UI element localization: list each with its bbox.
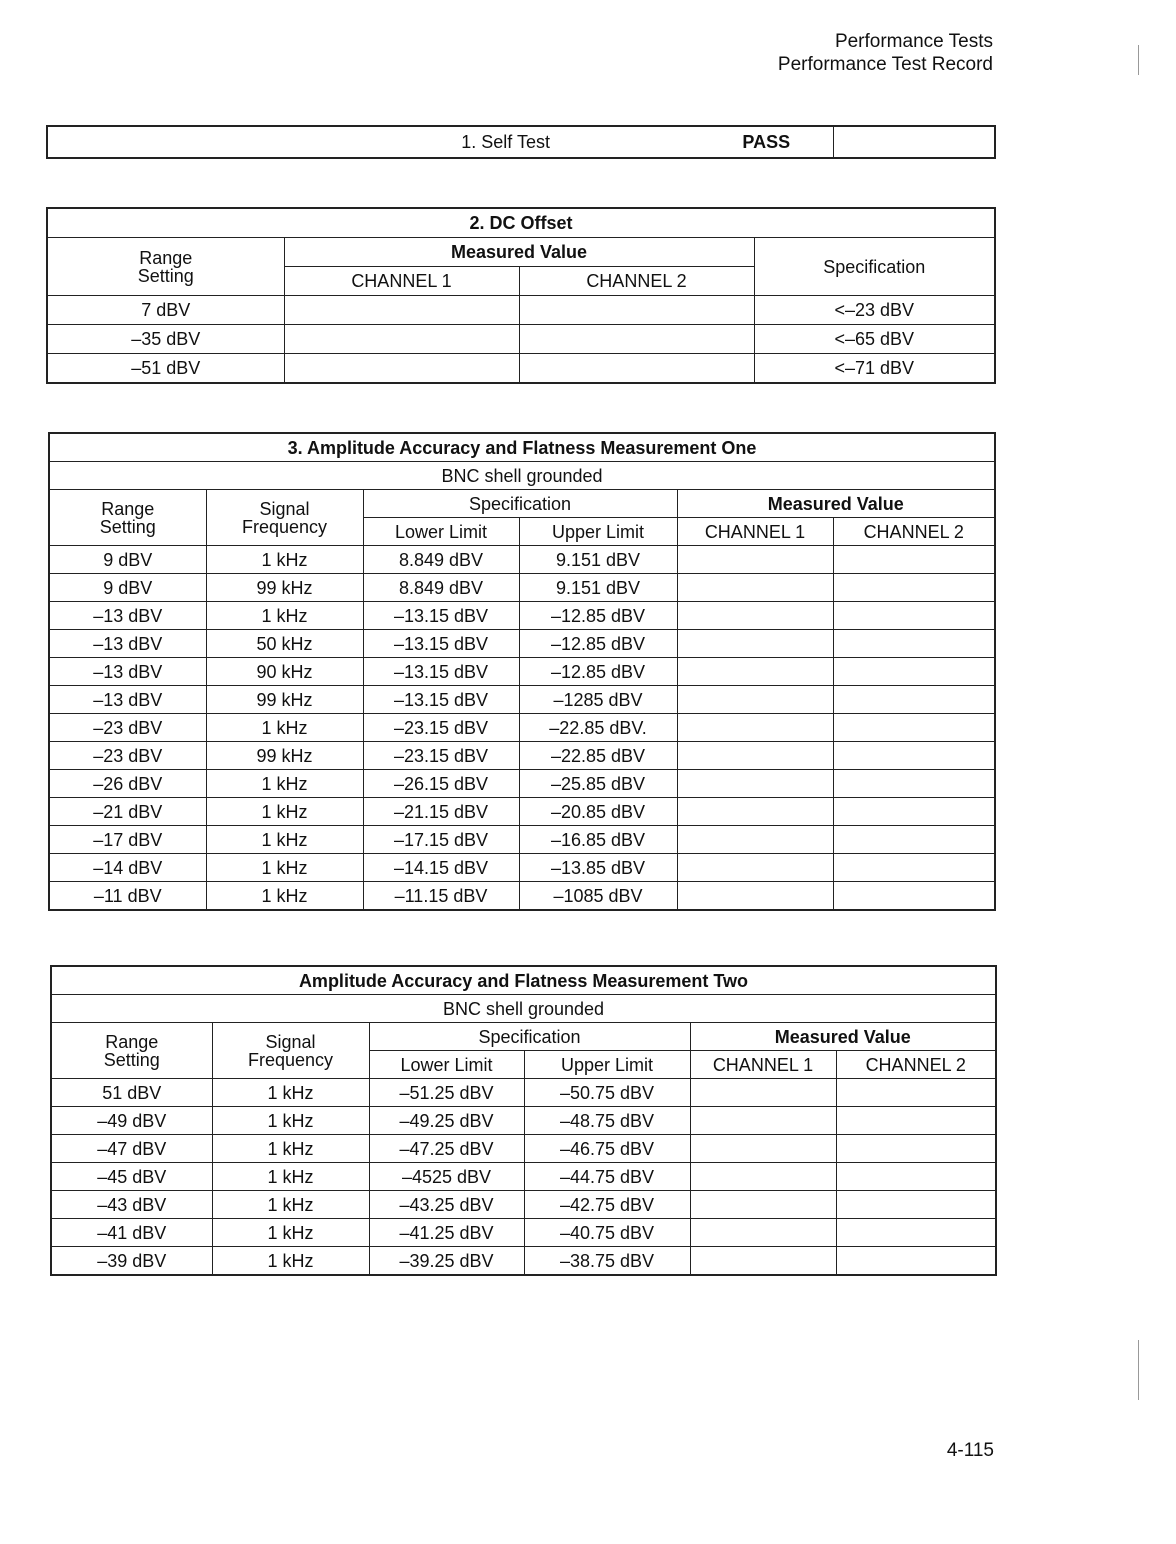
header-section-title: Performance Tests xyxy=(834,31,993,52)
table-row xyxy=(49,826,995,854)
table-row xyxy=(47,354,995,384)
dc-offset-title: 2. DC Offset xyxy=(47,208,995,238)
table-row xyxy=(49,602,995,630)
self-test-table xyxy=(46,125,996,159)
amplitude-two-measured-header: Measured Value xyxy=(690,1023,996,1051)
self-test-result-cell[interactable] xyxy=(833,126,995,158)
channel-2-entry-cell[interactable] xyxy=(833,686,995,714)
channel-1-entry-cell[interactable] xyxy=(677,714,833,742)
range-setting-cell: –14 dBV xyxy=(49,854,206,882)
channel-1-entry-cell[interactable] xyxy=(690,1219,836,1247)
channel-1-entry-cell[interactable] xyxy=(284,325,519,354)
lower-limit-cell: –43.25 dBV xyxy=(369,1191,524,1219)
table-row xyxy=(49,686,995,714)
scan-edge-mark xyxy=(1138,1340,1139,1400)
table-row xyxy=(49,742,995,770)
table-row xyxy=(47,296,995,325)
page-number: 4-115 xyxy=(946,1440,994,1461)
table-row xyxy=(49,798,995,826)
table-row xyxy=(51,1219,996,1247)
upper-limit-cell: –20.85 dBV xyxy=(519,798,677,826)
table-row xyxy=(49,770,995,798)
lower-limit-cell: –13.15 dBV xyxy=(363,658,519,686)
page-header xyxy=(778,30,993,76)
upper-limit-cell: –13.85 dBV xyxy=(519,854,677,882)
upper-limit-cell: –12.85 dBV xyxy=(519,602,677,630)
amplitude-one-freq-header: Signal Frequency xyxy=(206,490,363,546)
range-setting-cell: 7 dBV xyxy=(47,296,284,325)
lower-limit-cell: –23.15 dBV xyxy=(363,714,519,742)
dc-offset-range-header: Range Setting xyxy=(47,238,284,296)
upper-limit-cell: –1285 dBV xyxy=(519,686,677,714)
dc-offset-table xyxy=(46,207,996,384)
amplitude-one-subtitle: BNC shell grounded xyxy=(49,462,995,490)
signal-frequency-cell: 1 kHz xyxy=(206,882,363,911)
range-setting-cell: –13 dBV xyxy=(49,658,206,686)
channel-2-entry-cell[interactable] xyxy=(519,354,754,384)
channel-2-entry-cell[interactable] xyxy=(833,798,995,826)
specification-cell: <–65 dBV xyxy=(754,325,995,354)
table-row xyxy=(51,1191,996,1219)
amplitude-one-ch1-header: CHANNEL 1 xyxy=(677,518,833,546)
table-row xyxy=(51,1135,996,1163)
signal-frequency-cell: 1 kHz xyxy=(206,854,363,882)
signal-frequency-cell: 1 kHz xyxy=(206,770,363,798)
upper-limit-cell: –22.85 dBV. xyxy=(519,714,677,742)
amplitude-two-freq-header: Signal Frequency xyxy=(212,1023,369,1079)
channel-1-entry-cell[interactable] xyxy=(690,1079,836,1107)
amplitude-one-ch2-header: CHANNEL 2 xyxy=(833,518,995,546)
channel-1-entry-cell[interactable] xyxy=(690,1247,836,1276)
table-row xyxy=(47,325,995,354)
amplitude-one-title: 3. Amplitude Accuracy and Flatness Measurement One xyxy=(49,433,995,462)
dc-offset-spec-header: Specification xyxy=(754,238,995,296)
signal-frequency-cell: 1 kHz xyxy=(212,1079,369,1107)
range-setting-cell: –26 dBV xyxy=(49,770,206,798)
signal-frequency-cell: 90 kHz xyxy=(206,658,363,686)
table-row xyxy=(49,658,995,686)
amplitude-one-upper-header: Upper Limit xyxy=(519,518,677,546)
upper-limit-cell: –46.75 dBV xyxy=(524,1135,690,1163)
channel-2-entry-cell[interactable] xyxy=(836,1247,996,1276)
amplitude-one-measured-header: Measured Value xyxy=(677,490,995,518)
signal-frequency-cell: 99 kHz xyxy=(206,574,363,602)
channel-2-entry-cell[interactable] xyxy=(836,1191,996,1219)
channel-2-entry-cell[interactable] xyxy=(519,325,754,354)
upper-limit-cell: 9.151 dBV xyxy=(519,546,677,574)
table-row xyxy=(49,714,995,742)
channel-1-entry-cell[interactable] xyxy=(690,1107,836,1135)
amplitude-two-upper-header: Upper Limit xyxy=(524,1051,690,1079)
amplitude-two-ch2-header: CHANNEL 2 xyxy=(836,1051,996,1079)
range-setting-cell: –23 dBV xyxy=(49,742,206,770)
channel-1-entry-cell[interactable] xyxy=(677,546,833,574)
range-setting-cell: 51 dBV xyxy=(51,1079,212,1107)
range-setting-cell: –35 dBV xyxy=(47,325,284,354)
amplitude-one-range-header: Range Setting xyxy=(49,490,206,546)
signal-frequency-cell: 1 kHz xyxy=(212,1247,369,1276)
channel-1-entry-cell[interactable] xyxy=(690,1163,836,1191)
channel-2-entry-cell[interactable] xyxy=(833,630,995,658)
channel-2-entry-cell[interactable] xyxy=(833,882,995,911)
channel-1-entry-cell[interactable] xyxy=(690,1191,836,1219)
range-setting-cell: –49 dBV xyxy=(51,1107,212,1135)
range-setting-cell: –41 dBV xyxy=(51,1219,212,1247)
table-row xyxy=(49,630,995,658)
range-setting-cell: –21 dBV xyxy=(49,798,206,826)
channel-2-entry-cell[interactable] xyxy=(836,1219,996,1247)
dc-offset-ch2-header: CHANNEL 2 xyxy=(519,267,754,296)
table-row xyxy=(51,1247,996,1276)
amplitude-one-table xyxy=(48,432,996,911)
self-test-pass-label: PASS xyxy=(700,126,833,158)
amplitude-two-ch1-header: CHANNEL 1 xyxy=(690,1051,836,1079)
channel-2-entry-cell[interactable] xyxy=(833,854,995,882)
upper-limit-cell: –48.75 dBV xyxy=(524,1107,690,1135)
table-row xyxy=(49,882,995,911)
upper-limit-cell: –44.75 dBV xyxy=(524,1163,690,1191)
channel-2-entry-cell[interactable] xyxy=(833,742,995,770)
channel-1-entry-cell[interactable] xyxy=(677,798,833,826)
channel-2-entry-cell[interactable] xyxy=(836,1135,996,1163)
upper-limit-cell: –12.85 dBV xyxy=(519,630,677,658)
scan-edge-mark xyxy=(1138,45,1139,75)
lower-limit-cell: –47.25 dBV xyxy=(369,1135,524,1163)
channel-1-entry-cell[interactable] xyxy=(677,742,833,770)
signal-frequency-cell: 1 kHz xyxy=(212,1163,369,1191)
channel-2-entry-cell[interactable] xyxy=(833,658,995,686)
channel-2-entry-cell[interactable] xyxy=(836,1107,996,1135)
signal-frequency-cell: 99 kHz xyxy=(206,742,363,770)
range-setting-cell: 9 dBV xyxy=(49,546,206,574)
upper-limit-cell: –40.75 dBV xyxy=(524,1219,690,1247)
channel-1-entry-cell[interactable] xyxy=(677,882,833,911)
lower-limit-cell: –11.15 dBV xyxy=(363,882,519,911)
upper-limit-cell: –1085 dBV xyxy=(519,882,677,911)
signal-frequency-cell: 1 kHz xyxy=(212,1135,369,1163)
specification-cell: <–71 dBV xyxy=(754,354,995,384)
lower-limit-cell: –13.15 dBV xyxy=(363,686,519,714)
table-row xyxy=(51,1107,996,1135)
signal-frequency-cell: 1 kHz xyxy=(206,826,363,854)
channel-1-entry-cell[interactable] xyxy=(677,658,833,686)
table-row xyxy=(49,546,995,574)
range-setting-cell: –51 dBV xyxy=(47,354,284,384)
lower-limit-cell: –14.15 dBV xyxy=(363,854,519,882)
channel-1-entry-cell[interactable] xyxy=(677,686,833,714)
upper-limit-cell: –50.75 dBV xyxy=(524,1079,690,1107)
table-row xyxy=(49,574,995,602)
channel-1-entry-cell[interactable] xyxy=(677,602,833,630)
range-setting-cell: –13 dBV xyxy=(49,602,206,630)
table-row xyxy=(51,1163,996,1191)
upper-limit-cell: –42.75 dBV xyxy=(524,1191,690,1219)
amplitude-one-spec-header: Specification xyxy=(363,490,677,518)
channel-2-entry-cell[interactable] xyxy=(836,1163,996,1191)
lower-limit-cell: –41.25 dBV xyxy=(369,1219,524,1247)
channel-1-entry-cell[interactable] xyxy=(677,630,833,658)
channel-1-entry-cell[interactable] xyxy=(677,770,833,798)
channel-2-entry-cell[interactable] xyxy=(833,574,995,602)
upper-limit-cell: –22.85 dBV xyxy=(519,742,677,770)
lower-limit-cell: –26.15 dBV xyxy=(363,770,519,798)
range-setting-cell: –17 dBV xyxy=(49,826,206,854)
specification-cell: <–23 dBV xyxy=(754,296,995,325)
channel-1-entry-cell[interactable] xyxy=(677,574,833,602)
upper-limit-cell: –16.85 dBV xyxy=(519,826,677,854)
upper-limit-cell: 9.151 dBV xyxy=(519,574,677,602)
amplitude-two-subtitle: BNC shell grounded xyxy=(51,995,996,1023)
signal-frequency-cell: 1 kHz xyxy=(206,546,363,574)
channel-1-entry-cell[interactable] xyxy=(690,1135,836,1163)
signal-frequency-cell: 1 kHz xyxy=(206,798,363,826)
range-setting-cell: –43 dBV xyxy=(51,1191,212,1219)
amplitude-two-lower-header: Lower Limit xyxy=(369,1051,524,1079)
signal-frequency-cell: 1 kHz xyxy=(206,602,363,630)
header-document-title: Performance Test Record xyxy=(777,54,993,75)
range-setting-cell: –45 dBV xyxy=(51,1163,212,1191)
lower-limit-cell: –13.15 dBV xyxy=(363,630,519,658)
amplitude-two-title: Amplitude Accuracy and Flatness Measurement Two xyxy=(51,966,996,995)
range-setting-cell: –13 dBV xyxy=(49,630,206,658)
signal-frequency-cell: 1 kHz xyxy=(206,714,363,742)
range-setting-cell: –39 dBV xyxy=(51,1247,212,1276)
channel-2-entry-cell[interactable] xyxy=(833,770,995,798)
channel-2-entry-cell[interactable] xyxy=(833,602,995,630)
lower-limit-cell: –51.25 dBV xyxy=(369,1079,524,1107)
range-setting-cell: 9 dBV xyxy=(49,574,206,602)
lower-limit-cell: 8.849 dBV xyxy=(363,546,519,574)
channel-1-entry-cell[interactable] xyxy=(677,854,833,882)
channel-1-entry-cell[interactable] xyxy=(677,826,833,854)
lower-limit-cell: –21.15 dBV xyxy=(363,798,519,826)
range-setting-cell: –23 dBV xyxy=(49,714,206,742)
channel-1-entry-cell[interactable] xyxy=(284,354,519,384)
table-row xyxy=(51,1079,996,1107)
dc-offset-ch1-header: CHANNEL 1 xyxy=(284,267,519,296)
channel-2-entry-cell[interactable] xyxy=(833,826,995,854)
amplitude-two-table xyxy=(50,965,997,1276)
range-setting-cell: –11 dBV xyxy=(49,882,206,911)
lower-limit-cell: –17.15 dBV xyxy=(363,826,519,854)
upper-limit-cell: –25.85 dBV xyxy=(519,770,677,798)
self-test-title: 1. Self Test xyxy=(47,126,700,158)
signal-frequency-cell: 1 kHz xyxy=(212,1191,369,1219)
lower-limit-cell: –4525 dBV xyxy=(369,1163,524,1191)
signal-frequency-cell: 1 kHz xyxy=(212,1107,369,1135)
amplitude-two-range-header: Range Setting xyxy=(51,1023,212,1079)
lower-limit-cell: –39.25 dBV xyxy=(369,1247,524,1276)
upper-limit-cell: –12.85 dBV xyxy=(519,658,677,686)
signal-frequency-cell: 50 kHz xyxy=(206,630,363,658)
lower-limit-cell: –13.15 dBV xyxy=(363,602,519,630)
dc-offset-measured-header: Measured Value xyxy=(284,238,754,267)
amplitude-one-lower-header: Lower Limit xyxy=(363,518,519,546)
upper-limit-cell: –38.75 dBV xyxy=(524,1247,690,1276)
signal-frequency-cell: 1 kHz xyxy=(212,1219,369,1247)
channel-2-entry-cell[interactable] xyxy=(519,296,754,325)
signal-frequency-cell: 99 kHz xyxy=(206,686,363,714)
channel-2-entry-cell[interactable] xyxy=(833,714,995,742)
channel-2-entry-cell[interactable] xyxy=(836,1079,996,1107)
range-setting-cell: –47 dBV xyxy=(51,1135,212,1163)
lower-limit-cell: 8.849 dBV xyxy=(363,574,519,602)
range-setting-cell: –13 dBV xyxy=(49,686,206,714)
table-row xyxy=(49,854,995,882)
channel-2-entry-cell[interactable] xyxy=(833,546,995,574)
amplitude-two-spec-header: Specification xyxy=(369,1023,690,1051)
lower-limit-cell: –23.15 dBV xyxy=(363,742,519,770)
lower-limit-cell: –49.25 dBV xyxy=(369,1107,524,1135)
channel-1-entry-cell[interactable] xyxy=(284,296,519,325)
